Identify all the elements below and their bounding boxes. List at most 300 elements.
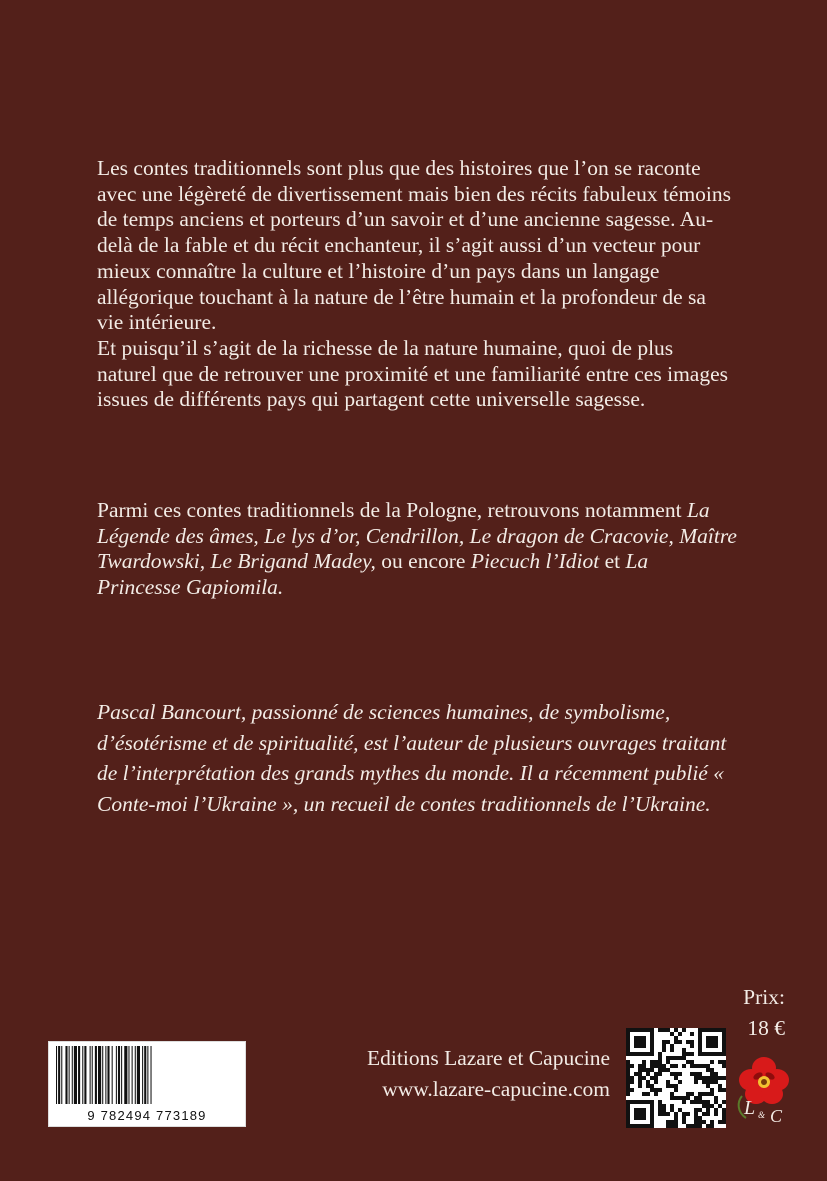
qr-module	[706, 1076, 710, 1080]
qr-module	[694, 1112, 698, 1116]
barcode-bar	[72, 1046, 73, 1104]
qr-module	[626, 1100, 630, 1104]
qr-module	[698, 1108, 702, 1112]
qr-module	[638, 1080, 642, 1084]
qr-module	[638, 1076, 642, 1080]
qr-module	[686, 1124, 690, 1128]
qr-module	[662, 1112, 666, 1116]
qr-module	[702, 1080, 706, 1084]
qr-module	[698, 1044, 702, 1048]
qr-module	[658, 1056, 662, 1060]
qr-module	[646, 1068, 650, 1072]
qr-module	[706, 1104, 710, 1108]
barcode-bars	[56, 1046, 240, 1104]
qr-module	[682, 1112, 686, 1116]
qr-module	[642, 1040, 646, 1044]
qr-module	[722, 1076, 726, 1080]
qr-module	[642, 1068, 646, 1072]
qr-module	[670, 1084, 674, 1088]
intro-paragraph-1: Les contes traditionnels sont plus que des histoires que l’on se raconte avec une légèreté de divertissement mais bien des récits fabuleux témoins de temps anciens et porteurs d’un savoir et d’une ancienne sagesse. Au-delà de la fable et du récit enchanteur, il s’agit aussi d’un vecteur pour mieux connaître la culture et l’histoire d’un pays dans un langage allégorique touchant à la nature de l’être humain et la profondeur de sa vie intérieure.	[97, 156, 732, 335]
qr-module	[674, 1124, 678, 1128]
qr-module	[650, 1104, 654, 1108]
qr-module	[682, 1120, 686, 1124]
qr-module	[650, 1100, 654, 1104]
qr-module	[638, 1068, 642, 1072]
qr-module	[714, 1036, 718, 1040]
qr-module	[670, 1096, 674, 1100]
qr-module	[710, 1040, 714, 1044]
qr-module	[650, 1068, 654, 1072]
qr-module	[642, 1052, 646, 1056]
qr-module	[682, 1064, 686, 1068]
qr-module	[718, 1084, 722, 1088]
qr-module	[670, 1104, 674, 1108]
qr-module	[678, 1108, 682, 1112]
qr-module	[626, 1040, 630, 1044]
qr-module	[690, 1032, 694, 1036]
qr-module	[658, 1052, 662, 1056]
qr-module	[714, 1040, 718, 1044]
qr-module	[658, 1060, 662, 1064]
qr-module	[650, 1088, 654, 1092]
qr-module	[646, 1092, 650, 1096]
qr-module	[682, 1116, 686, 1120]
qr-module	[694, 1124, 698, 1128]
qr-module	[626, 1104, 630, 1108]
qr-module	[626, 1064, 630, 1068]
qr-module	[722, 1040, 726, 1044]
qr-module	[682, 1100, 686, 1104]
qr-module	[690, 1044, 694, 1048]
qr-module	[662, 1068, 666, 1072]
qr-module	[690, 1060, 694, 1064]
qr-module	[690, 1092, 694, 1096]
price-box	[743, 982, 785, 1044]
qr-module	[690, 1052, 694, 1056]
qr-module	[634, 1108, 638, 1112]
publisher-name: Editions Lazare et Capucine	[367, 1046, 610, 1070]
qr-module	[670, 1108, 674, 1112]
qr-module	[714, 1028, 718, 1032]
qr-module	[694, 1108, 698, 1112]
qr-module	[634, 1040, 638, 1044]
qr-module	[642, 1092, 646, 1096]
qr-module	[638, 1124, 642, 1128]
qr-module	[662, 1108, 666, 1112]
qr-module	[706, 1084, 710, 1088]
qr-module	[630, 1124, 634, 1128]
qr-module	[702, 1112, 706, 1116]
qr-module	[650, 1108, 654, 1112]
qr-module	[630, 1052, 634, 1056]
qr-module	[722, 1052, 726, 1056]
author-bio	[97, 697, 737, 819]
qr-module	[666, 1060, 670, 1064]
qr-module	[662, 1040, 666, 1044]
qr-module	[626, 1032, 630, 1036]
qr-module	[718, 1120, 722, 1124]
qr-module	[698, 1064, 702, 1068]
qr-module	[678, 1040, 682, 1044]
qr-module	[686, 1040, 690, 1044]
qr-module	[698, 1052, 702, 1056]
qr-module	[666, 1056, 670, 1060]
qr-module	[722, 1120, 726, 1124]
qr-module	[638, 1044, 642, 1048]
qr-module	[642, 1116, 646, 1120]
price-label: Prix:	[743, 985, 785, 1009]
qr-module	[670, 1072, 674, 1076]
qr-module	[714, 1080, 718, 1084]
qr-module	[694, 1116, 698, 1120]
qr-module	[626, 1092, 630, 1096]
qr-module	[678, 1072, 682, 1076]
qr-module	[626, 1112, 630, 1116]
qr-module	[630, 1100, 634, 1104]
qr-module	[718, 1060, 722, 1064]
publisher-info	[318, 1043, 610, 1105]
barcode-bar	[69, 1046, 70, 1104]
qr-module	[722, 1116, 726, 1120]
qr-module	[690, 1064, 694, 1068]
qr-module	[666, 1084, 670, 1088]
qr-module	[722, 1028, 726, 1032]
isbn-barcode	[48, 1041, 246, 1127]
qr-module	[642, 1112, 646, 1116]
qr-module	[642, 1028, 646, 1032]
qr-module	[642, 1108, 646, 1112]
qr-module	[678, 1056, 682, 1060]
qr-module	[706, 1108, 710, 1112]
qr-code-icon	[626, 1028, 726, 1128]
qr-module	[658, 1072, 662, 1076]
qr-module	[658, 1104, 662, 1108]
qr-module	[686, 1112, 690, 1116]
qr-module	[650, 1116, 654, 1120]
qr-module	[690, 1040, 694, 1044]
qr-module	[658, 1088, 662, 1092]
qr-module	[630, 1064, 634, 1068]
qr-module	[634, 1116, 638, 1120]
qr-module	[722, 1108, 726, 1112]
publisher-url: www.lazare-capucine.com	[382, 1077, 610, 1101]
qr-module	[638, 1036, 642, 1040]
qr-module	[718, 1088, 722, 1092]
barcode-bar	[128, 1046, 129, 1104]
qr-module	[686, 1096, 690, 1100]
qr-module	[694, 1100, 698, 1104]
qr-module	[626, 1120, 630, 1124]
qr-module	[634, 1036, 638, 1040]
qr-module	[634, 1044, 638, 1048]
qr-module	[626, 1108, 630, 1112]
qr-module	[702, 1100, 706, 1104]
barcode-bar	[90, 1046, 91, 1104]
qr-module	[690, 1124, 694, 1128]
qr-module	[698, 1036, 702, 1040]
qr-module	[670, 1120, 674, 1124]
qr-module	[698, 1032, 702, 1036]
qr-module	[702, 1064, 706, 1068]
qr-module	[654, 1088, 658, 1092]
qr-module	[626, 1068, 630, 1072]
qr-module	[666, 1068, 670, 1072]
qr-module	[698, 1124, 702, 1128]
barcode-bar	[92, 1046, 93, 1104]
qr-module	[682, 1028, 686, 1032]
qr-module	[710, 1028, 714, 1032]
qr-module	[670, 1044, 674, 1048]
barcode-bar	[98, 1046, 101, 1104]
qr-module	[638, 1112, 642, 1116]
qr-module	[658, 1112, 662, 1116]
qr-module	[650, 1052, 654, 1056]
qr-module	[674, 1112, 678, 1116]
barcode-bar	[116, 1046, 117, 1104]
qr-module	[650, 1040, 654, 1044]
qr-module	[722, 1064, 726, 1068]
qr-module	[722, 1032, 726, 1036]
barcode-bar	[74, 1046, 77, 1104]
barcode-bar	[65, 1046, 67, 1104]
qr-module	[646, 1028, 650, 1032]
qr-module	[638, 1072, 642, 1076]
qr-module	[650, 1060, 654, 1064]
qr-module	[706, 1112, 710, 1116]
qr-module	[714, 1100, 718, 1104]
tales-title-piecuch: Piecuch l’Idiot	[470, 549, 600, 574]
tales-titles: La Légende des âmes, Le lys d’or, Cendrillon, Le dragon de Cracovie, Maître Twardowski, Le Brigand Madey,	[97, 498, 737, 574]
qr-module	[698, 1076, 702, 1080]
qr-module	[690, 1100, 694, 1104]
qr-module	[706, 1028, 710, 1032]
qr-module	[686, 1092, 690, 1096]
qr-module	[702, 1076, 706, 1080]
qr-module	[706, 1080, 710, 1084]
qr-module	[710, 1092, 714, 1096]
qr-module	[714, 1072, 718, 1076]
qr-module	[626, 1036, 630, 1040]
qr-module	[658, 1068, 662, 1072]
qr-module	[694, 1064, 698, 1068]
qr-module	[698, 1100, 702, 1104]
qr-module	[634, 1100, 638, 1104]
qr-module	[662, 1048, 666, 1052]
barcode-bar	[144, 1046, 146, 1104]
flower-logo-icon	[734, 1052, 794, 1124]
qr-module	[658, 1108, 662, 1112]
svg-text:L: L	[744, 1097, 756, 1119]
qr-module	[646, 1080, 650, 1084]
qr-module	[710, 1120, 714, 1124]
qr-module	[642, 1124, 646, 1128]
qr-module	[638, 1028, 642, 1032]
qr-module	[710, 1068, 714, 1072]
barcode-bar	[58, 1046, 60, 1104]
qr-module	[718, 1076, 722, 1080]
qr-module	[670, 1124, 674, 1128]
qr-module	[710, 1080, 714, 1084]
qr-module	[638, 1052, 642, 1056]
barcode-bar	[124, 1046, 127, 1104]
qr-module	[714, 1044, 718, 1048]
qr-module	[710, 1088, 714, 1092]
qr-module	[722, 1036, 726, 1040]
barcode-bar	[132, 1046, 133, 1104]
qr-module	[638, 1100, 642, 1104]
barcode-bar	[105, 1046, 106, 1104]
tales-connector: ou encore	[381, 549, 466, 574]
qr-module	[710, 1076, 714, 1080]
qr-module	[702, 1120, 706, 1124]
barcode-bar	[78, 1046, 80, 1104]
qr-module	[694, 1076, 698, 1080]
qr-module	[662, 1064, 666, 1068]
qr-module	[694, 1072, 698, 1076]
qr-module	[650, 1076, 654, 1080]
qr-module	[650, 1036, 654, 1040]
qr-module	[630, 1088, 634, 1092]
qr-module	[638, 1084, 642, 1088]
qr-module	[698, 1028, 702, 1032]
qr-module	[718, 1104, 722, 1108]
qr-module	[682, 1048, 686, 1052]
author-bio-text: Pascal Bancourt, passionné de sciences humaines, de symbolisme, d’ésotérisme et de spiritualité, est l’auteur de plusieurs ouvrages traitant de l’interprétation des grands mythes du monde. Il a récemment publié « Conte-moi l’Ukraine », un recueil de contes traditionnels de l’Ukraine.	[97, 700, 727, 816]
qr-module	[722, 1060, 726, 1064]
qr-module	[682, 1056, 686, 1060]
qr-module	[686, 1052, 690, 1056]
qr-module	[710, 1104, 714, 1108]
qr-module	[654, 1076, 658, 1080]
tales-and: et	[604, 549, 621, 574]
qr-module	[658, 1028, 662, 1032]
qr-module	[702, 1092, 706, 1096]
barcode-bar	[121, 1046, 122, 1104]
qr-module	[674, 1120, 678, 1124]
qr-module	[658, 1100, 662, 1104]
qr-module	[650, 1112, 654, 1116]
qr-module	[714, 1096, 718, 1100]
qr-module	[662, 1044, 666, 1048]
qr-module	[698, 1096, 702, 1100]
qr-module	[650, 1028, 654, 1032]
qr-module	[670, 1064, 674, 1068]
qr-module	[718, 1028, 722, 1032]
barcode-bar	[151, 1046, 152, 1104]
qr-module	[642, 1060, 646, 1064]
qr-module	[710, 1052, 714, 1056]
qr-module	[706, 1092, 710, 1096]
qr-module	[694, 1096, 698, 1100]
barcode-bar	[147, 1046, 148, 1104]
qr-module	[674, 1088, 678, 1092]
qr-module	[626, 1084, 630, 1088]
qr-module	[678, 1032, 682, 1036]
qr-module	[670, 1032, 674, 1036]
qr-module	[654, 1072, 658, 1076]
qr-module	[666, 1028, 670, 1032]
qr-module	[646, 1100, 650, 1104]
qr-module	[674, 1036, 678, 1040]
qr-module	[626, 1048, 630, 1052]
qr-module	[686, 1060, 690, 1064]
qr-module	[670, 1092, 674, 1096]
barcode-bar	[135, 1046, 136, 1104]
qr-module	[626, 1124, 630, 1128]
barcode-bar	[84, 1046, 86, 1104]
qr-module	[666, 1040, 670, 1044]
qr-module	[706, 1124, 710, 1128]
qr-module	[634, 1072, 638, 1076]
qr-module	[702, 1052, 706, 1056]
qr-module	[642, 1036, 646, 1040]
qr-module	[626, 1052, 630, 1056]
qr-module	[674, 1064, 678, 1068]
qr-module	[638, 1040, 642, 1044]
qr-module	[674, 1096, 678, 1100]
barcode-bar	[95, 1046, 97, 1104]
qr-module	[698, 1116, 702, 1120]
qr-module	[626, 1060, 630, 1064]
intro-paragraph-2: Et puisqu’il s’agit de la richesse de la nature humaine, quoi de plus naturel que de retrouver une proximité et une familiarité entre ces images issues de différents pays qui partagent cette universelle sagesse.	[97, 335, 728, 412]
qr-module	[634, 1112, 638, 1116]
qr-module	[626, 1072, 630, 1076]
barcode-bar	[56, 1046, 57, 1104]
qr-module	[646, 1084, 650, 1088]
qr-module	[654, 1092, 658, 1096]
qr-module	[658, 1064, 662, 1068]
qr-module	[630, 1080, 634, 1084]
qr-module	[714, 1108, 718, 1112]
qr-module	[694, 1120, 698, 1124]
qr-module	[714, 1112, 718, 1116]
qr-module	[670, 1048, 674, 1052]
qr-module	[706, 1036, 710, 1040]
qr-module	[626, 1028, 630, 1032]
tales-list	[97, 498, 737, 601]
qr-module	[706, 1064, 710, 1068]
qr-module	[650, 1048, 654, 1052]
qr-module	[682, 1096, 686, 1100]
qr-module	[706, 1068, 710, 1072]
qr-module	[682, 1052, 686, 1056]
qr-module	[710, 1036, 714, 1040]
qr-module	[714, 1052, 718, 1056]
barcode-bar	[61, 1046, 62, 1104]
barcode-bar	[137, 1046, 140, 1104]
qr-module	[638, 1064, 642, 1068]
qr-module	[650, 1064, 654, 1068]
intro-text	[97, 156, 737, 413]
qr-module	[662, 1104, 666, 1108]
qr-module	[710, 1044, 714, 1048]
qr-module	[650, 1120, 654, 1124]
qr-module	[654, 1080, 658, 1084]
qr-module	[638, 1108, 642, 1112]
qr-module	[638, 1116, 642, 1120]
tales-lead: Parmi ces contes traditionnels de la Pologne, retrouvons notamment	[97, 498, 682, 522]
qr-module	[678, 1080, 682, 1084]
qr-module	[698, 1048, 702, 1052]
tales-title-gapiomila: La Princesse Gapiomila.	[97, 549, 649, 600]
qr-module	[674, 1028, 678, 1032]
qr-module	[702, 1104, 706, 1108]
qr-module	[626, 1116, 630, 1120]
qr-module	[698, 1040, 702, 1044]
barcode-bar	[82, 1046, 83, 1104]
qr-module	[710, 1124, 714, 1128]
qr-module	[642, 1044, 646, 1048]
